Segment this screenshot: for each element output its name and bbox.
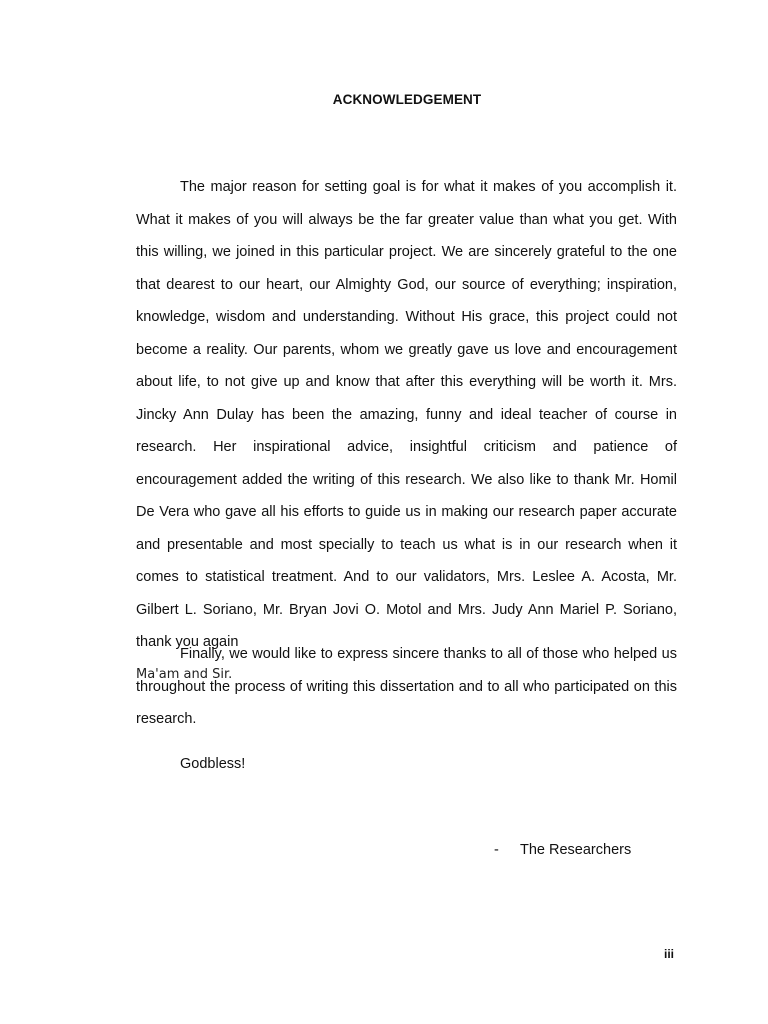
acknowledgement-paragraph-1 <box>136 171 677 691</box>
signature-line <box>494 836 631 864</box>
closing-text: Godbless! <box>180 756 246 772</box>
signature-dash: - <box>494 842 499 858</box>
page-title: ACKNOWLEDGEMENT <box>332 92 482 107</box>
page-number: iii <box>664 947 675 961</box>
acknowledgement-paragraph-2: Finally, we would like to express sincere thanks to all of those who helped us throughout the process of writing this dissertation and to all who participated on this research. <box>136 646 677 727</box>
paragraph-1-tail: Ma'am and Sir. <box>136 666 233 682</box>
signature-text: The Researchers <box>520 842 632 858</box>
paragraph-1-text: The major reason for setting goal is for what it makes of you accomplish it. What it makes of you will always be the far greater value than what you get. With this willing, we joined in this particular project. We are sincerely grateful to the one that dearest to our heart, our Almighty God, our source of everything; inspiration, knowledge, wisdom and understanding. Without His grace, this project could not become a reality. Our parents, whom we greatly gave us love and encouragement about life, to not give up and know that after this everything will be worth it. Mrs. Jincky Ann Dulay has been the amazing, funny and ideal teacher of course in research. Her inspirational advice, insightful criticism and patience of encouragement added the writing of this research. We also like to thank Mr. Homil De Vera who gave all his efforts to guide us in making our research paper accurate and presentable and most specially to teach us what is in our research when it comes to statistical treatment. And to our validators, Mrs. Leslee A. Acosta, Mr. Gilbert L. Soriano, Mr. Bryan Jovi O. Motol and Mrs. Judy Ann Mariel P. Soriano, thank you again <box>136 179 677 650</box>
